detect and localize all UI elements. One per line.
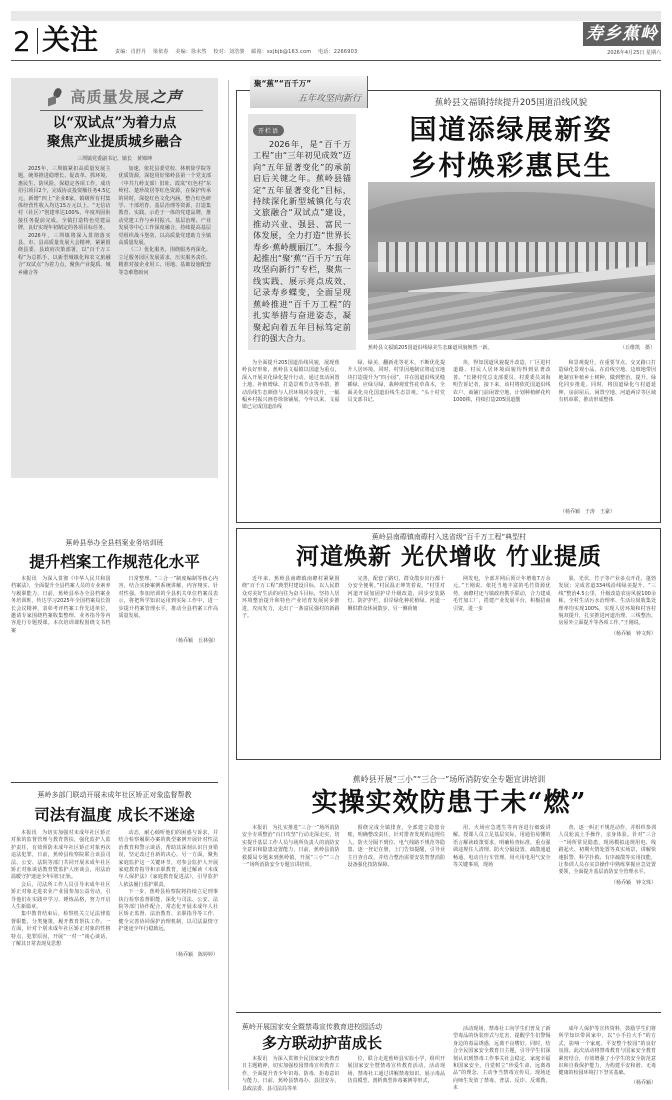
lead-headline-line1: 国道添绿展新姿 [409, 115, 613, 146]
drug-article [242, 1022, 656, 1093]
river-column [453, 576, 551, 628]
masthead [11, 22, 661, 58]
newspaper-logo: 寿乡蕉岭 [583, 22, 661, 46]
fire-headline: 实操实效防患于未“燃” [311, 788, 587, 818]
lead-column [559, 360, 657, 412]
paragraph: 集中教育结束后，检察机关立足法律监督职能，分类施策，履开教育帮扶工作。一方面，针对个别未成年社区矫正对象的性格特点、犯罪原因，开展“一对一”谈心谈话，了解其日常表现及思想 [11, 911, 111, 948]
kicker-emphasis: 之声 [150, 88, 183, 106]
paragraph: 和景观提升，在重要节点、交叉路口打造绿化景观小品，在沿线空地、边坡地带因地制宜补植乡土树种，做到整治、提升、绿化同步推进。同时，将国道绿化与村道延伸、房前屋后、闲置空地、河道两岸等区域有机串联，推动形成整体 [558, 360, 656, 404]
paragraph: 动态，耐心倾听他们的困惑与诉求，并结合检察履职办案的典型案例开展针对性法治教育和警示谈话，帮助其深刻认识自身错误，坚定改过自新的决心。另一方面，聚焦家庭监护这一关键环节，对参会监护人开展家庭教育指导和亲职教育，通过解读《未成年人保护法》《家庭教育促进法》，引导监护人依法履行监护职责。 [118, 830, 218, 888]
intro-box [248, 114, 356, 350]
editor-credits [115, 48, 362, 55]
paragraph: （二）优化服务，围绕服务再深化。立足服务园区发展需求，压实服务责任，精准对接企业用工、用地、基础设施配套等急难愁盼问 [118, 247, 211, 276]
archive-article [11, 538, 218, 644]
voice-body [18, 166, 211, 277]
voice-author: 三圳镇党委副书记、镇长 黄锦坤 [76, 156, 152, 162]
caption-text: 蕉岭县文福镇205国道沿线绿美生态廊道风貌焕然一新。 [368, 345, 493, 351]
paragraph: 活动现场，禁毒社工向学生们普及了新型毒品的伪装形式与危害，提醒学生们警惕身边的毒品诱惑，远离不良嗜好。同时，结合全民国家安全教育日主题，引导学生们深刻认识到禁毒工作事关社会稳定、家庭幸福和国家安全，自觉树立“珍爱生命、远离毒品”的理念，主动争当禁毒宣传员。现场还向师生发放了禁毒、普法、反诈、反邪教、未 [453, 1026, 551, 1092]
column-separator [11, 782, 218, 783]
archive-kicker: 蕉岭县举办全县档案业务培训班 [65, 539, 164, 547]
voice-rule [40, 110, 203, 111]
voice-column-2 [119, 166, 212, 277]
lead-article-head [368, 92, 654, 185]
credit-item: 梁依春 [153, 49, 169, 55]
article-separator [236, 1012, 661, 1013]
paragraph: 为全面提升205国道沿线风貌，展现蕉岭良好形象，蕉岭县文福镇以国道为重点，深入开展美化绿化提升行动。通过盘活闲置土地、补植增绿、打造景观节点等举措，推动沿线生态颜值与人居环境同步提升，一幅幅乡村振兴画卷徐徐铺展。今年以来，文福镇已完成国道沿线 [242, 360, 340, 411]
caption-credit: （丘维凯 摄） [619, 345, 655, 351]
paragraph: 近年来，蕉岭县南磜镇南磜村紧紧围绕“百千万工程”典型村建设目标，以人民群众对美好生活的向往为奋斗目标，坚持人居环境整治提升和特色产业培育发展同步推进，攻向发力，走出了一条富民强村的新路子。 [242, 576, 340, 620]
river-article [242, 532, 656, 637]
series-tab [250, 76, 368, 108]
river-kicker: 蕉岭县南磜镇南磜村入选省级“百千万工程”典型村 [371, 533, 527, 541]
paragraph: 成年人保护等宣传资料，鼓励学生们将所学知识带回家中，以“小手拉大手”的方式，影响一个家庭、平安整个校园”的良好氛围。此次活动将禁毒教育与国家安全教育紧密结合，有效增强了小学生的安全防范意识和自我保护能力，为构建平安和谐、无毒健康的校园环境打下坚实基础。 [558, 1026, 656, 1077]
drug-column [559, 1026, 657, 1093]
paragraph: 本报讯 为深入贯彻《中华人民共和国档案法》，全面提升全县档案人员的专业素养与履职能力，日前，蕉岭县举办全县档案业务培训班，传达学习2025年全国档案局长馆长会议精神，表彰考评档案工作先进单位，邀请专家围绕档案收集整理、业务指导等内容进行专题授课。本次培训课程围绕文书档案 [11, 576, 111, 634]
lead-byline: （杨乔颖 于涛 王豪） [560, 509, 616, 515]
drug-headline: 多方联动护苗成长 [262, 1034, 383, 1052]
masthead-divider [37, 28, 38, 54]
paragraph: 位，联合走进蕉岭县实验小学，组织开展国家安全暨禁毒宣传教育活动。活动现场，禁毒社工通过讲解禁毒知识、展示毒品仿真模型、剖析典型涉毒案例等形式， [347, 1056, 445, 1085]
voice-kicker [18, 86, 211, 107]
voice-article [11, 78, 218, 478]
river-byline: （杨乔颖 钟文辉） [610, 630, 656, 637]
credit-item: 电话：2266903 [318, 49, 358, 55]
justice-column-2 [119, 830, 219, 949]
paragraph: 完善，配套了路灯，群众散步出行都十分安全便利。”村民温正坤笑着说。“村里对河道开展加固护岸升级改造，同步安装路灯、防护护栏，沿岸绿化种花植绿。河道一侧供群众休闲散步，另一侧荷塘 [347, 576, 445, 612]
paragraph: 本报讯 为扎实推进“三合一”场所消防安全专项整治“百日攻坚”行动走深走实，切实提升基层工作人员与场所负责人的消防安全意识和隐患处置能力，日前，蕉岭县消防救援局专题来到蕉岭镇，开展“三小”“三合一”场所消防安全专题宣讲培训。 [242, 825, 340, 869]
justice-body [11, 830, 218, 949]
river-body [242, 576, 656, 628]
credit-item: 责编：肖舒丹 [115, 49, 147, 55]
lead-column [348, 360, 446, 412]
justice-article [11, 790, 218, 958]
series-subtitle: 五年攻坚向新行 [297, 94, 361, 104]
drug-column [348, 1056, 446, 1093]
lead-headline-line2: 乡村焕彩惠民生 [409, 151, 613, 182]
column-divider [228, 80, 229, 1090]
paragraph: 本报讯 为深入贯彻全民国家安全教育日主题精神，切实加强校园禁毒宣传教育工作，全面提升青少年识毒、防毒、拒毒意识与能力，日前，蕉岭县禁毒办、县国安办、县政法委、县司法局等单 [242, 1056, 340, 1092]
paragraph: 2026年，是“百千万工程”由“三年初见成效”迈向“五年显著变化”的承前启后关键之年。蕉岭县锚定“五年显著变化”目标，持续深化新型城镇化与农文旅融合“双试点”建设，推动兴业、强县、富民一体发展，全力打造“世界长寿乡·蕉岭靓丽江”。本报今起推出“聚‘蕉’‘百千万’五年攻坚向新行”专栏，聚焦一线实践、展示亮点成效、记录寿乡蝶变，全面呈现蕉岭推进“百千万工程”的扎实举措与奋进姿态，凝聚起向着五年目标笃定前行的强大合力。 [253, 139, 351, 343]
paragraph: 果、光伏、竹子等产业多点开花，蓬勃发展；完成省道334线沿线绿美提升、“三线”整治4.5公里，升级改造农房风貌100余栋，全村生活污水治理率、生活垃圾收集处理率均实现100%，实现人居环境和村容村貌双提升，扎实推进河道治理、三线整治、房屋外立面提升等各项工作。”王刚说。 [558, 576, 656, 627]
lead-column [453, 360, 551, 412]
photo-field [368, 292, 655, 340]
drug-column [242, 1056, 340, 1093]
paragraph: 块，得知国道风貌提升改造，厂区进村道路、村民人居环境面貌均得到显著改善。“长隆村党总支部委员、村委委员刘海明告诉记者，接下来，该村将依托国道沿线农户、商铺门前闲置空地，计划种植鲜花约1000株，持续打造205国道靓 [453, 360, 551, 404]
lead-column [242, 360, 340, 412]
river-column [348, 576, 446, 628]
paragraph: 2025年，三圳镇紧扣高质量发展主题，统筹推进稳增长、促改革、抓环境、惠民生、防风险、保稳定各项工作，成功招引项目2个，完成协议投资额任务4.5亿元，新增“四上”企业8家，镇级所有村集体经营性收入均达15万元以上，“无信访村（社区）”创建率达100%，年度巩固衔接任务提前完成。全镇打造特色党建品牌，良好实现年初制定的各项目标任务。 [18, 166, 111, 232]
paragraph: 本报讯 为切实加强对未成年社区矫正对象的监督管理与教育帮扶，强化监护人监护责任，有效预防未成年社区矫正对象再次违法犯罪，日前，蕉岭县检察院联合该县司法、公安、法院等部门共同开展未成年社区矫正对象谈话教育暨监护人座谈会，用法治温暖守护迷途少年回归正轨。 [11, 830, 111, 881]
paragraph: 查，逐一纠正不规范动作，并组织参训人员轮流上手操作，亲身体验。针对“三合一”场所常见隐患，现场模拟违规用电、线路起火、初期火情处置等真实场景，讲解快速报警、科学扑救、有序疏散等实用技能，让参训人员在实景操作中熟练掌握应急处置要领，全面提升基层消防安全管理水平。 [558, 825, 656, 876]
lead-kicker: 蕉岭县文福镇持续提升205国道沿线风貌 [434, 98, 588, 108]
fire-column [242, 825, 340, 877]
archive-column [11, 576, 111, 635]
lead-body [242, 360, 656, 412]
issue-date: 2026年4月25日 星期六 [607, 50, 661, 56]
credit-item: 美编：徐未然 [175, 49, 207, 55]
page-number: 2 [13, 25, 31, 58]
section-title: 关注 [42, 23, 99, 56]
drug-kicker: 蕉岭开展国家安全暨禁毒宣传教育进校园活动 [242, 1023, 382, 1031]
fire-body [242, 825, 656, 877]
photo-caption [368, 344, 655, 351]
archive-byline: （杨乔颖 丘林强） [172, 638, 218, 645]
paragraph: 绿、绿美、翻新花等花木，不断优化提升人居环境。同时，村里因地制宜将适宜地块打造提升为“四小园”，并在国道沿线见缝插绿、应绿尽绿，栽种观赏性花草苗木，全面美化亮化国道沿线生态景观。“头十村党员支部书记、 [347, 360, 445, 404]
justice-column-1 [11, 830, 111, 949]
river-headline: 河道焕新 光伏增收 竹业提质 [295, 543, 602, 570]
lead-photo [368, 182, 655, 340]
fire-article [242, 774, 656, 886]
archive-headline: 提升档案工作规范化水平 [29, 552, 200, 571]
microphone-icon [46, 88, 64, 106]
fire-column [559, 825, 657, 877]
photo-houses [378, 242, 648, 272]
paragraph: 网发电，全部并网后预计年增收7万余元。”王刚说。依托当地丰富的毛竹资源优势，南磜村还与镇政府携手联动，合力建成毛竹加工厂，搭建产业发展平台，积极招商引资，进一步 [453, 576, 551, 612]
fire-byline: （杨乔颖 钟文珠） [610, 879, 656, 886]
credit-item: 校对：刘浩骏 [213, 49, 245, 55]
voice-title-line1: 以“双试点”为着力点 [52, 115, 177, 131]
drug-byline: （杨乔颖） [630, 1079, 656, 1086]
paragraph: 加速，依托县委党校、林则徐学院等优质资源，深挖用好梁岭县第一个党支部（中共九岭支部）旧址、霞岚“红色村”东岭村、楚珍故居等红色资源，在保护传承的同时，深挖红色文化内涵，整合红色研学、干部培育、基层治理等资源，打造集教育、实践、示范于一体的党建品牌，推动党建工作与乡村振兴、基层治理、产业发展等中心工作深度融合，持续提高基层党组织战斗堡垒，以高质量党建助力全镇高质量发展。 [118, 166, 211, 247]
top-gray-bar [11, 11, 661, 21]
masthead-rule [11, 60, 661, 61]
voice-column-1 [18, 166, 111, 277]
intro-badge: 开栏语 [253, 125, 284, 136]
voice-title-line2: 聚焦产业提质城乡融合 [47, 134, 182, 150]
drug-column [453, 1026, 551, 1093]
fire-column [348, 825, 446, 877]
paragraph: 围绕完成全镇排查，全部建立隐患台账，明确整改责任。针对排查发现的违规住人、防火分隔不到位、电气线路不规范等隐患，逐一登记在册，上门告知提醒，引导业主自查自改，并结合整治需要安装智慧消防设备强化技防保障。 [347, 825, 445, 869]
fire-column [453, 825, 551, 877]
intro-text [253, 139, 351, 344]
paragraph: 2026年，三圳镇将深入贯彻落实县、市、县高质量发展大会精神，紧紧围绕县委、县政府决策部署，以“百千万工程”为总抓手，以新型城镇化和农文旅融合“双试点”为着力点，聚焦产业提质、城乡融合等 [18, 232, 111, 276]
justice-headline: 司法有温度 成长不迷途 [34, 805, 195, 824]
paragraph: 下一步，蕉岭县检察院将持续立足刑事执行检察监督职能，深化与司法、公安、法院等部门协作配合，常态化开展未成年人社区矫正监督、法治教育、亲职指导等工作，健全完善协同保护治理机制，以司法温情守护迷途少年行稳致远。 [118, 889, 218, 933]
fire-kicker: 蕉岭县开展“三小”“三合一”场所消防安全专题宣讲培训 [352, 775, 546, 784]
kicker-main: 高质量发展 [70, 88, 151, 106]
paragraph: 用、火场应急逃生等内容进行细致讲解。授课人员立足基层实际，用通俗易懂的语言解读政策要求，明确检查标准，重点强调违规住人清理、防火分隔设置、疏散通道畅通、电动自行车管理、用火用电用气安全等关键事项，现场 [453, 825, 551, 869]
series-title: 聚“蕉”“百千万” [254, 79, 312, 88]
paragraph: 日常整理、“三合一”制度编制等核心内容，结合实操案例系统讲解，内容翔实、针对性强。参加培训的全县机关单位档案员表示，将把所学知识运用到实际工作中，进一步提升档案管理水平，推动全县档案工作高质量发展。 [118, 576, 218, 620]
river-column [242, 576, 340, 628]
river-column [559, 576, 657, 628]
credit-item: 邮箱：sxjbjb@163.com [251, 49, 312, 55]
archive-column [119, 576, 219, 635]
justice-byline: （杨乔颖 陈婷婷） [172, 951, 218, 958]
voice-kicker-text [70, 86, 182, 107]
paragraph: 会后，司法所工作人员引导未成年社区矫正对象走进农业产业园参加公益劳动，引导他们在实践中学习、锤炼品格，努力开启人生新篇章。 [11, 881, 111, 911]
justice-kicker: 蕉岭多部门联动开展未成年社区矫正对象监督帮教 [37, 791, 192, 799]
archive-body [11, 576, 218, 635]
